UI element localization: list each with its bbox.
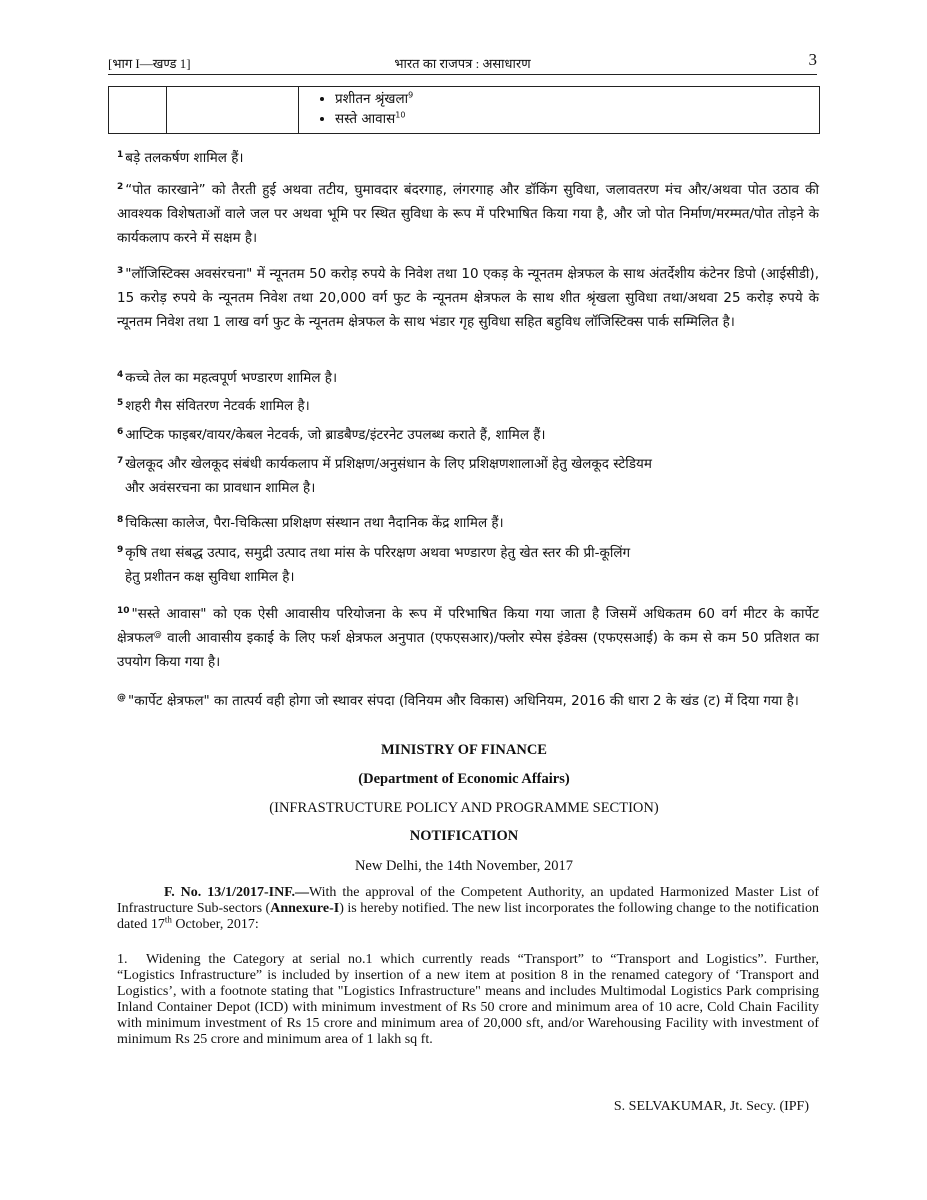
list-item: • सस्ते आवास$^{10}$ [335,109,819,129]
footnote-5: $^5$ शहरी गैस संवितरण नेटवर्क शामिल है। [117,397,310,414]
footnote-3: $^3$ "लॉजिस्टिक्स अवसंरचना" में न्यूनतम 50 करोड़ रुपये के निवेश तथा 10 एकड़ के न्यूनतम क्षेत्रफल के साथ अंतर्देशीय कंटेनर डिपो (आईसीडी), 15 करोड़ रुपये के न्यूनतम निवेश तथा 20,000 वर्ग फुट के न्यूनतम क्षेत्रफल के साथ शीत श्रृंखला सुविधा तथा/अथवा 25 करोड़ रुपये के न्यूनतम निवेश तथा 1 लाख वर्ग फुट के न्यूनतम क्षेत्रफल के साथ भंडार गृह सुविधा सहित बहुविध लॉजिस्टिक्स पार्क सम्मिलित है। [117,265,819,330]
ministry-heading: MINISTRY OF FINANCE [381,742,547,758]
page-number: 3 [808,50,817,69]
footnote-2: $^2$ “पोत कारखाने” को तैरती हुई अथवा तटीय, घुमावदार बंदरगाह, लंगरगाह और डॉकिंग सुविधा, जलावतरण मंच और/अथवा पोत उठाव की आवश्यक विशेषताओं वाले जल पर अथवा भूमि पर स्थित सुविधा के रूप में परिभाषित किया गया है, और जो पोत निर्माण/मरम्मत/पोत तोड़ने के कार्यकलाप करने में सक्षम है। [117,181,819,246]
list-item: • प्रशीतन श्रृंखला$^9$ [335,89,819,109]
footnote-6: $^6$ आप्टिक फाइबर/वायर/केबल नेटवर्क, जो ब्राडबैण्ड/इंटरनेट उपलब्ध कराते हैं, शामिल हैं। [117,426,546,443]
continued-table [108,86,820,134]
table-cell-category [167,87,299,134]
subsector-list [299,89,819,129]
table-cell-serial [109,87,167,134]
footnote-10: $^{10}$ "सस्ते आवास" को एक ऐसी आवासीय परियोजना के रूप में परिभाषित किया गया जाता है जिसमें अधिकतम 60 वर्ग मीटर के कार्पेट क्षेत्रफल@ वाली आवासीय इकाई के लिए फर्श क्षेत्रफल अनुपात (एफएसआर)/फ्लोर स्पेस इंडेक्स (एफएसआई) के कम से कम 50 प्रतिशत का उपयोग किया गया है। [117,605,819,670]
paragraph-number: 1. [117,952,128,967]
footnote-4: $^4$ कच्चे तेल का महत्वपूर्ण भण्डारण शामिल है। [117,369,338,386]
section-heading: (INFRASTRUCTURE POLICY AND PROGRAMME SECTION) [269,800,659,816]
file-number: F. No. 13/1/2017-INF.— [164,885,309,900]
change-paragraph: 1. Widening the Category at serial no.1 which currently reads “Transport” to “Transport and Logistics”. Further, “Logistics Infrastructure” is included by insertion of a new item at position 8 in the renamed category of ‘Transport and Logistics’, with a footnote stating that "Logistics Infrastructure" means and includes Multimodal Logistics Park comprising Inland Container Depot (ICD) with minimum investment of Rs 50 crore and minimum area of 10 acre, Cold Chain Facility with minimum investment of Rs 15 crore and minimum area of 20,000 sft, and/or Warehousing Facility with investment of minimum Rs 25 crore and minimum area of 1 lakh sq ft. [117,952,819,1047]
place-date: New Delhi, the 14th November, 2017 [354,858,574,874]
department-heading: (Department of Economic Affairs) [358,771,570,787]
footnote-8: $^8$ चिकित्सा कालेज, पैरा-चिकित्सा प्रशिक्षण संस्थान तथा नैदानिक केंद्र शामिल हैं। [117,514,504,531]
notification-paragraph: F. No. 13/1/2017-INF.—With the approval of the Competent Authority, an updated Harmonized Master List of Infrastructure Sub-sectors (Annexure-I) is hereby notified. The new list incorporates the following change to the notification dated 17th October, 2017: [117,885,819,932]
annexure-ref: Annexure-I [270,901,340,916]
footnote-1: $^1$ बड़े तलकर्षण शामिल हैं। [117,149,244,166]
footnote-carpet-area: @ "कार्पेट क्षेत्रफल" का तात्पर्य वही होगा जो स्थावर संपदा (विनियम और विकास) अधिनियम, 2016 की धारा 2 के खंड (ट) में दिया गया है। [117,692,799,709]
footnote-7: $^7$ खेलकूद और खेलकूद संबंधी कार्यकलाप में प्रशिक्षण/अनुसंधान के लिए प्रशिक्षणशालाओं हेतु खेलकूद स्टेडियम और अवंसरचना का प्रावधान शामिल है। [117,455,652,496]
page-header [108,52,817,75]
notification-title: NOTIFICATION [409,828,519,844]
signature: S. SELVAKUMAR, Jt. Secy. (IPF) [613,1099,809,1114]
table-cell-subsectors [299,87,820,134]
header-gazette-title: भारत का राजपत्र : असाधारण [394,56,531,71]
header-part-label: [भाग I—खण्ड 1] [108,56,191,71]
table-row [109,87,820,134]
footnote-9: $^9$ कृषि तथा संबद्ध उत्पाद, समुद्री उत्पाद तथा मांस के परिरक्षण अथवा भण्डारण हेतु खेत स्तर की प्री-कूलिंग हेतु प्रशीतन कक्ष सुविधा शामिल है। [117,544,631,585]
